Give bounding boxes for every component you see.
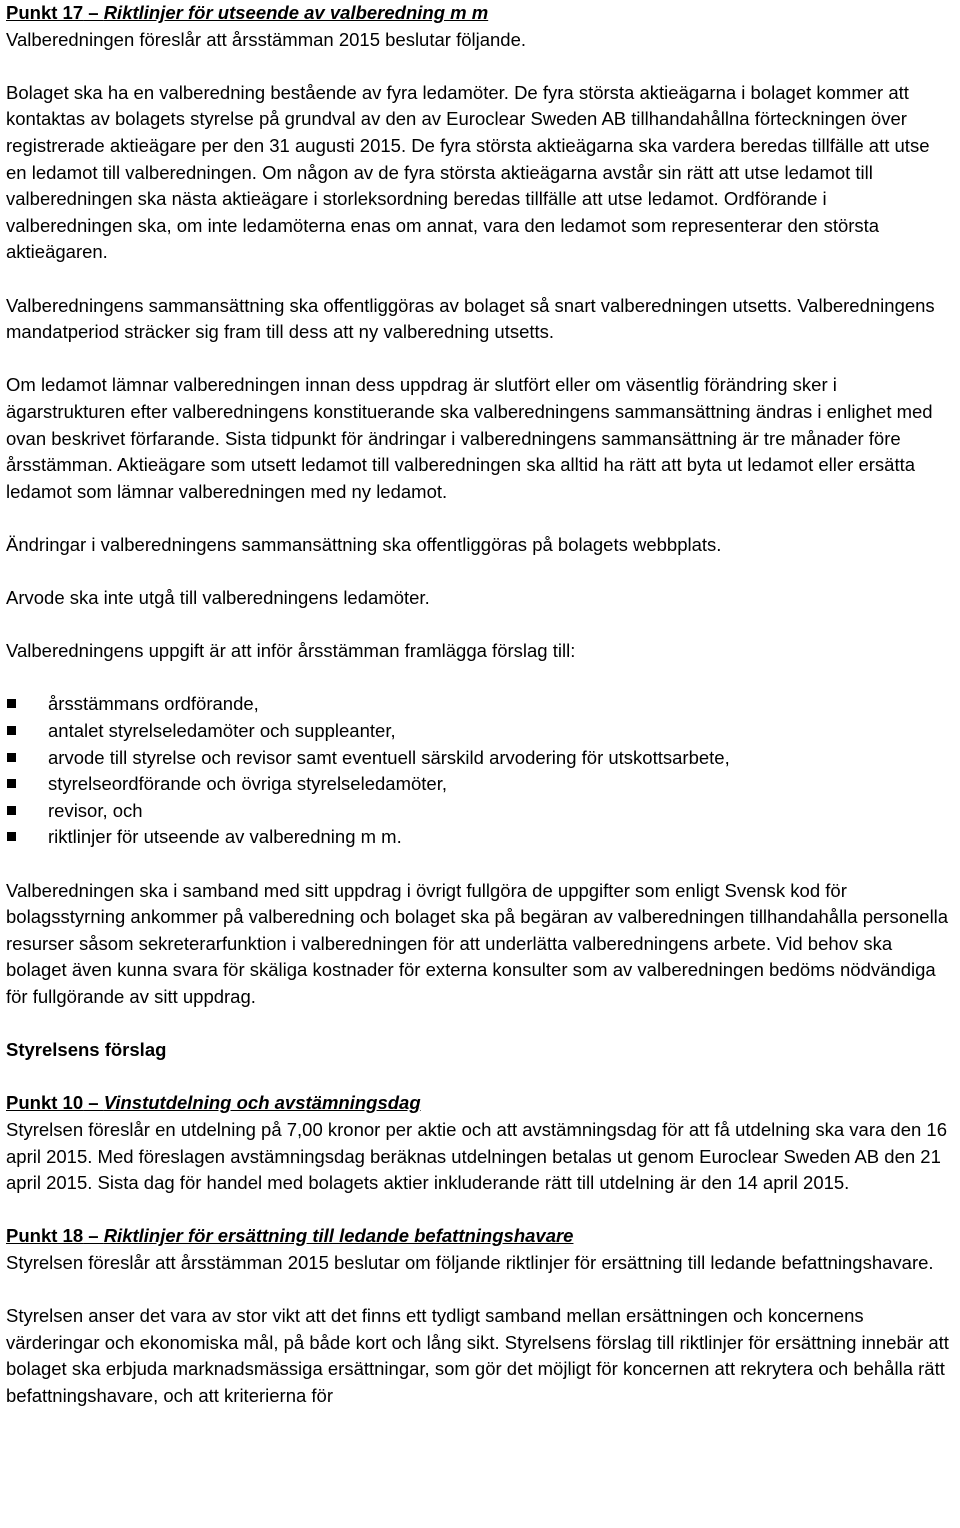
paragraph-p17-intro: Valberedningen föreslår att årsstämman 2015 beslutar följande. bbox=[6, 28, 527, 50]
heading-number: Punkt 10 bbox=[6, 1092, 84, 1114]
list-item bbox=[6, 798, 954, 825]
list-item bbox=[6, 771, 954, 798]
list-item bbox=[6, 745, 954, 772]
section-heading-punkt-17 bbox=[6, 0, 954, 27]
heading-title: Vinstutdelning och avstämningsdag bbox=[103, 1092, 421, 1114]
paragraph-p18-intro: Styrelsen föreslår att årsstämman 2015 beslutar om följande riktlinjer för ersättning till ledande befattningshavare. bbox=[6, 1251, 934, 1273]
heading-title: Riktlinjer för ersättning till ledande befattningshavare bbox=[103, 1225, 574, 1247]
square-bullet-icon bbox=[7, 806, 16, 815]
paragraph-p17-5: Arvode ska inte utgå till valberedningens ledamöter. bbox=[6, 587, 430, 609]
paragraph-gap bbox=[6, 346, 954, 373]
paragraph-gap bbox=[6, 612, 954, 639]
paragraph-gap bbox=[6, 665, 954, 692]
paragraph-gap bbox=[6, 53, 954, 80]
paragraph-p17-6: Valberedningens uppgift är att inför årsstämman framlägga förslag till: bbox=[6, 640, 576, 662]
paragraph-gap bbox=[6, 1011, 954, 1038]
paragraph-gap bbox=[6, 1064, 954, 1091]
paragraph-p17-2: Valberedningens sammansättning ska offentliggöras av bolaget så snart valberedningen utsetts. Valberedningens mandatperiod sträcker sig fram till dess att ny valberedning utsetts. bbox=[6, 294, 935, 343]
list-item bbox=[6, 718, 954, 745]
list-item-text: antalet styrelseledamöter och suppleanter, bbox=[48, 720, 396, 742]
heading-title: Riktlinjer för utseende av valberedning m m bbox=[103, 2, 489, 23]
paragraph-p17-7: Valberedningen ska i samband med sitt uppdrag i övrigt fullgöra de uppgifter som enligt Svensk kod för bolagsstyrning ankommer på valberedning och bolaget ska på begäran av valberedningen tillhandahålla personella resurser såsom sekreterarfunktion i valberedningen för att underlätta valberedningens arbete. Vid behov ska bolaget även kunna svara för skäliga kostnader för externa konsulter som av valberedningen bedöms nödvändiga för fullgörande av sitt uppdrag. bbox=[6, 879, 949, 1007]
square-bullet-icon bbox=[7, 726, 16, 735]
paragraph-gap bbox=[6, 505, 954, 532]
square-bullet-icon bbox=[7, 779, 16, 788]
list-item-text: arvode till styrelse och revisor samt eventuell särskild arvodering för utskottsarbete, bbox=[48, 746, 730, 768]
paragraph-gap bbox=[6, 851, 954, 878]
list-item bbox=[6, 691, 954, 718]
paragraph-p17-4: Ändringar i valberedningens sammansättning ska offentliggöras på bolagets webbplats. bbox=[6, 533, 722, 555]
paragraph-p17-3: Om ledamot lämnar valberedningen innan dess uppdrag är slutfört eller om väsentlig förändring sker i ägarstrukturen efter valberedningens konstituerande ska valberedningens sammansättning ändras i enlighet med ovan beskrivet förfarande. Sista tidpunkt för ändringar i valberedningens sammansättning är tre månader före årsstämman. Aktieägare som utsett ledamot till valberedningen ska alltid ha rätt att byta ut ledamot eller ersätta ledamot som lämnar valberedningen med ny ledamot. bbox=[6, 374, 933, 502]
paragraph-p18-1: Styrelsen anser det vara av stor vikt att det finns ett tydligt samband mellan ersättningen och koncernens värderingar och ekonomiska mål, på både kort och lång sikt. Styrelsens förslag till riktlinjer för ersättning innebär att bolaget ska erbjuda marknadsmässiga ersättningar, som gör det möjligt för koncernen att rekrytera och behålla rätt befattningshavare, och att kriterierna för bbox=[6, 1305, 949, 1406]
list-item-text: riktlinjer för utseende av valberedning m m. bbox=[48, 826, 402, 848]
heading-number: Punkt 17 bbox=[6, 2, 84, 23]
paragraph-gap bbox=[6, 1277, 954, 1304]
paragraph-p17-1: Bolaget ska ha en valberedning bestående av fyra ledamöter. De fyra största aktieägarna i bolaget kommer att kontaktas av bolagets styrelse på grundval av den av Euroclear Sweden AB tillhandahållna förteckningen över registrerade aktieägare per den 31 augusti 2015. De fyra största aktieägarna ska vardera beredas tillfälle att utse en ledamot till valberedningen. Om någon av de fyra största aktieägarna avstår sin rätt att utse ledamot till valberedningen ska nästa aktieägare i storleksordning beredas tillfälle att utse ledamot. Ordförande i valberedningen ska, om inte ledamöterna enas om annat, vara den ledamot som representerar den största aktieägaren. bbox=[6, 81, 930, 263]
section-heading-styrelsens-forslag: Styrelsens förslag bbox=[6, 1039, 167, 1061]
list-item bbox=[6, 824, 954, 851]
heading-number: Punkt 18 bbox=[6, 1225, 84, 1247]
heading-separator: – bbox=[83, 1225, 104, 1247]
paragraph-gap bbox=[6, 266, 954, 293]
heading-separator: – bbox=[83, 2, 104, 23]
square-bullet-icon bbox=[7, 699, 16, 708]
list-item-text: revisor, och bbox=[48, 799, 143, 821]
heading-separator: – bbox=[83, 1092, 104, 1114]
paragraph-p10: Styrelsen föreslår en utdelning på 7,00 kronor per aktie och att avstämningsdag för att få utdelning ska vara den 16 april 2015. Med föreslagen avstämningsdag beräknas utdelningen betalas ut genom Euroclear Sweden AB den 21 april 2015. Sista dag för handel med bolagets aktier inkluderande rätt till utdelning är den 14 april 2015. bbox=[6, 1118, 947, 1194]
list-item-text: årsstämmans ordförande, bbox=[48, 693, 259, 715]
paragraph-gap bbox=[6, 1197, 954, 1224]
paragraph-gap bbox=[6, 558, 954, 585]
list-item-text: styrelseordförande och övriga styrelseledamöter, bbox=[48, 773, 447, 795]
section-heading-punkt-10 bbox=[6, 1090, 954, 1117]
square-bullet-icon bbox=[7, 753, 16, 762]
proposal-bullet-list bbox=[6, 691, 954, 851]
square-bullet-icon bbox=[7, 832, 16, 841]
section-heading-punkt-18 bbox=[6, 1223, 954, 1250]
